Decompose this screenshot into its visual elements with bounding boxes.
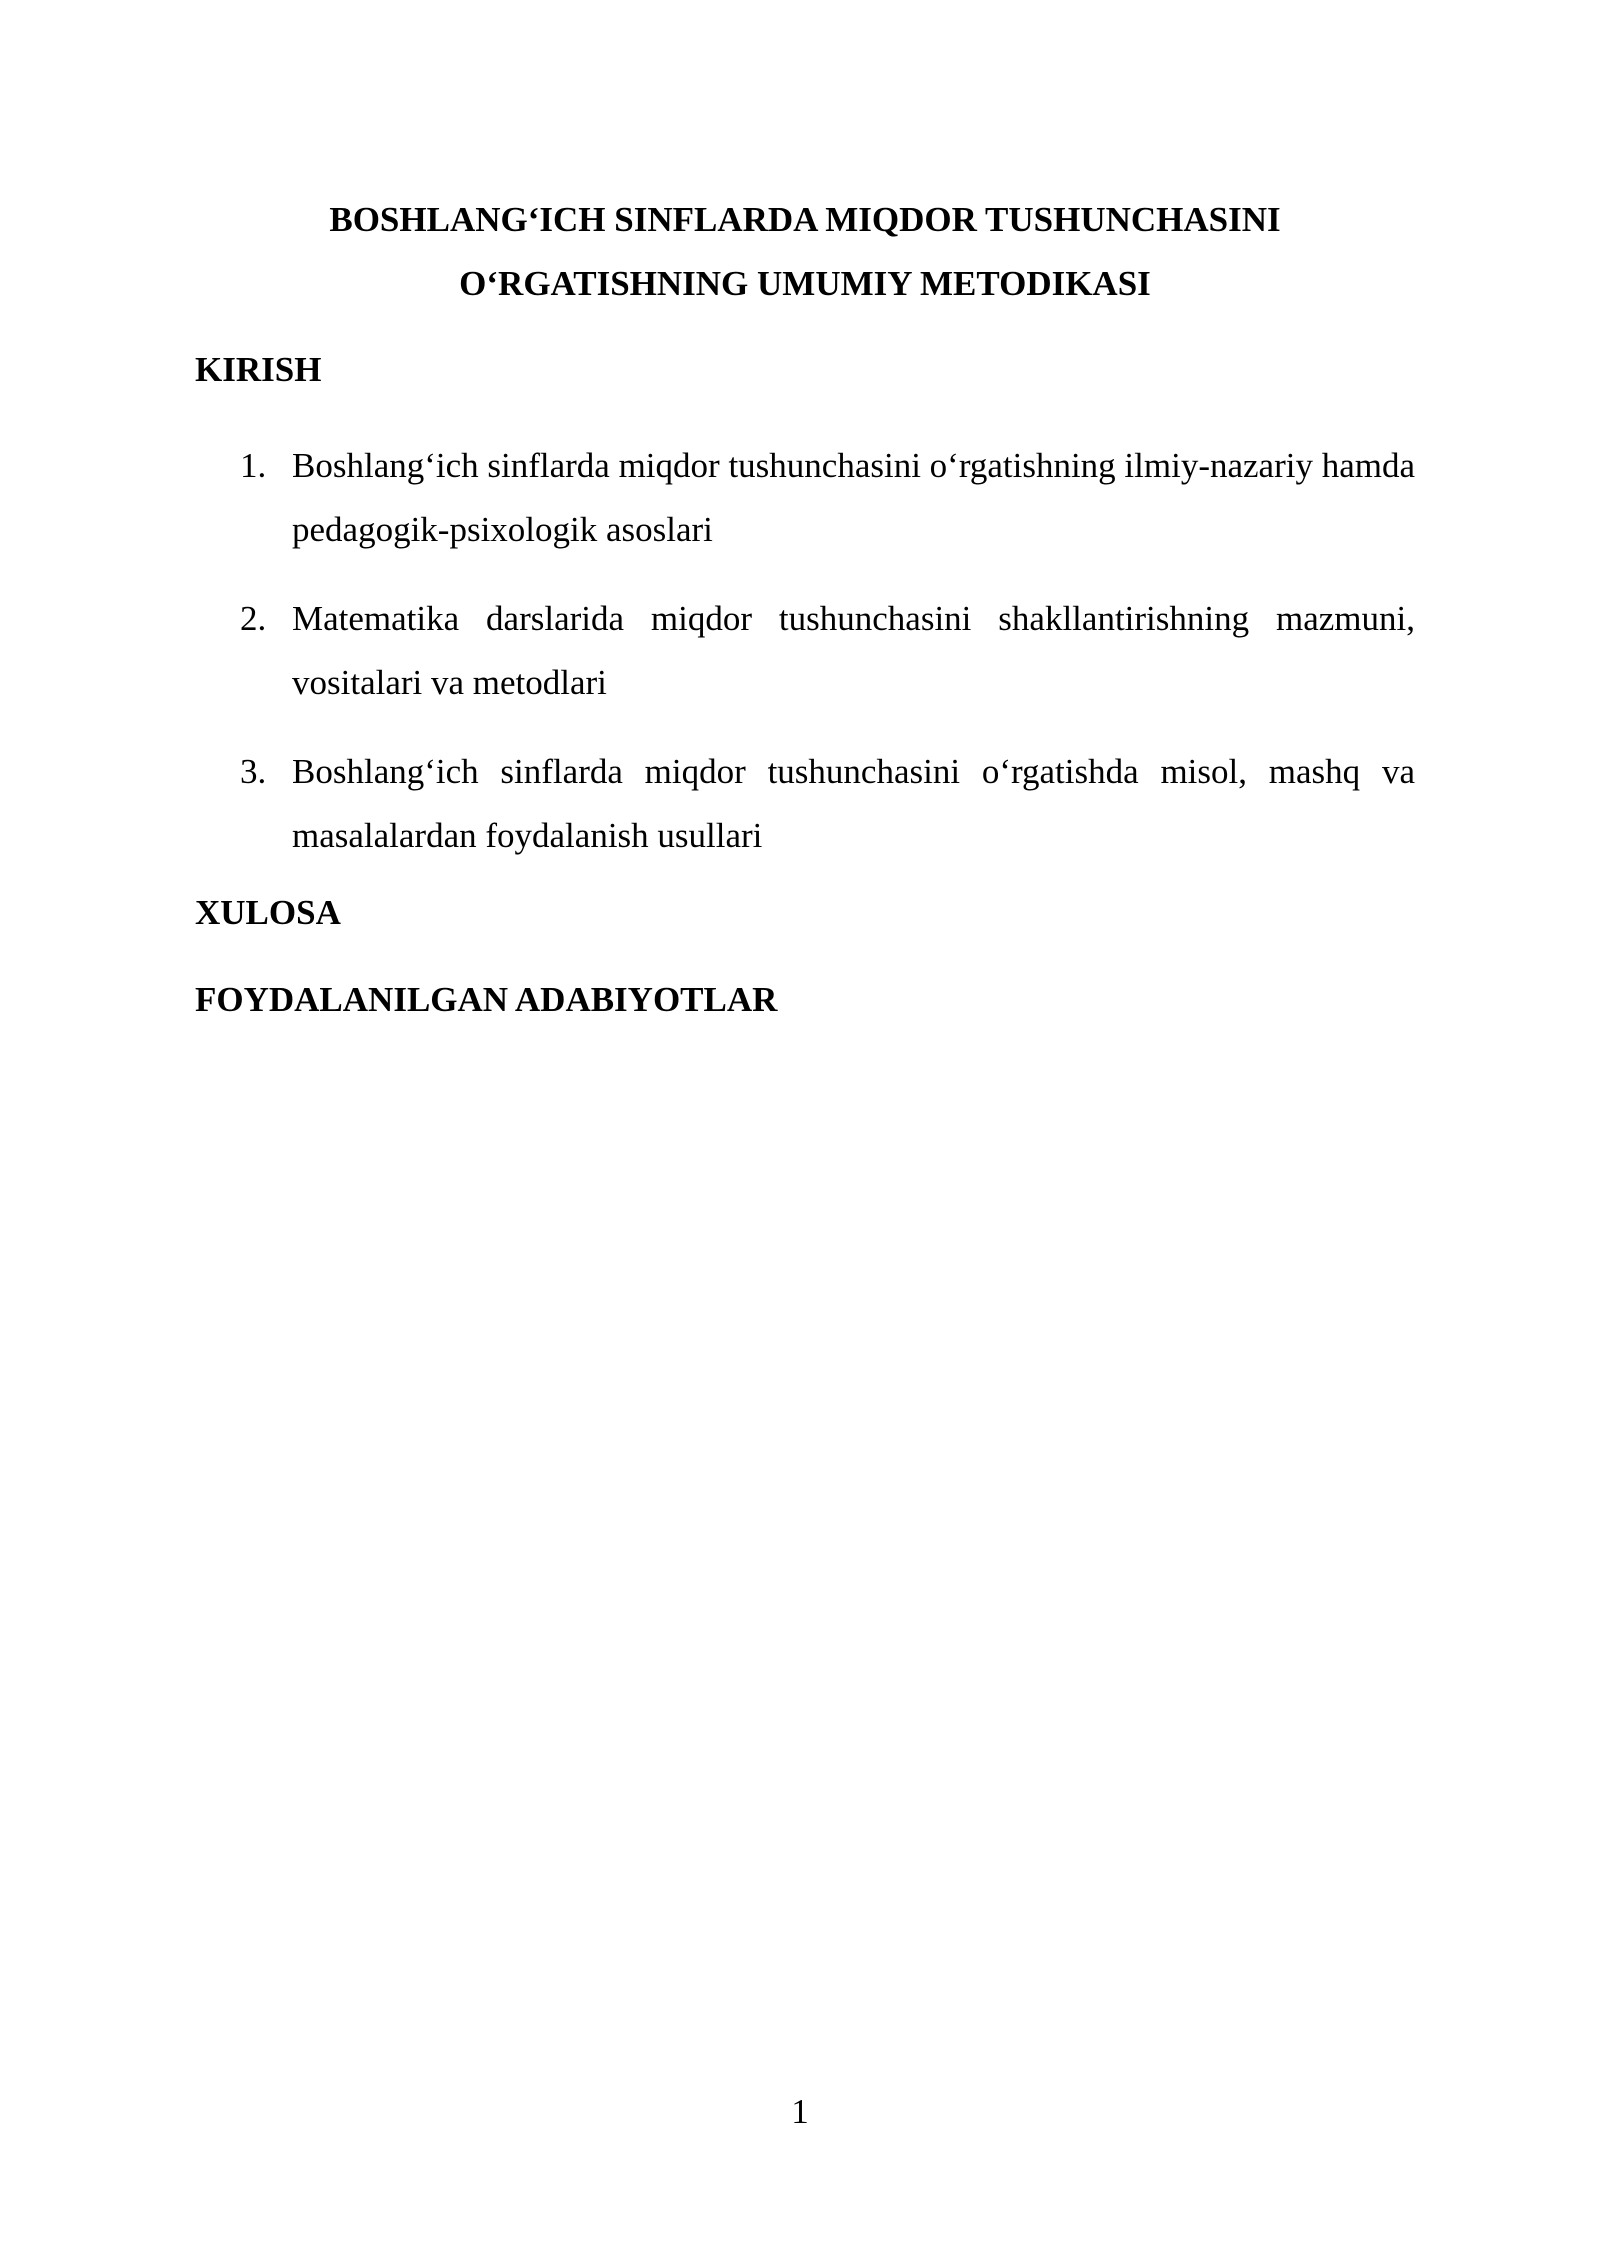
toc-item-text: Boshlang‘ich sinflarda miqdor tushunchasini o‘rgatishda misol, mashq va masalalardan foydalanish usullari	[292, 752, 1415, 855]
intro-heading: KIRISH	[195, 350, 322, 389]
toc-item-text: Matematika darslarida miqdor tushunchasini shakllantirishning mazmuni, vositalari va metodlari	[292, 599, 1415, 702]
toc-item-number: 2.	[240, 599, 267, 638]
table-of-contents	[195, 434, 1415, 893]
toc-item-1	[195, 434, 1415, 562]
conclusion-heading: XULOSA	[195, 893, 341, 932]
document-title-line-1: BOSHLANG‘ICH SINFLARDA MIQDOR TUSHUNCHASINI	[329, 200, 1281, 239]
toc-item-3	[195, 740, 1415, 868]
document-title-line-2: O‘RGATISHNING UMUMIY METODIKASI	[459, 264, 1151, 303]
page-number: 1	[791, 2092, 809, 2131]
document-title	[195, 188, 1415, 316]
toc-item-2	[195, 587, 1415, 715]
references-heading: FOYDALANILGAN ADABIYOTLAR	[195, 980, 778, 1019]
toc-item-text: Boshlang‘ich sinflarda miqdor tushunchasini o‘rgatishning ilmiy-nazariy hamda pedagogik-psixologik asoslari	[292, 446, 1416, 549]
toc-item-number: 3.	[240, 752, 267, 791]
toc-item-number: 1.	[240, 446, 267, 485]
